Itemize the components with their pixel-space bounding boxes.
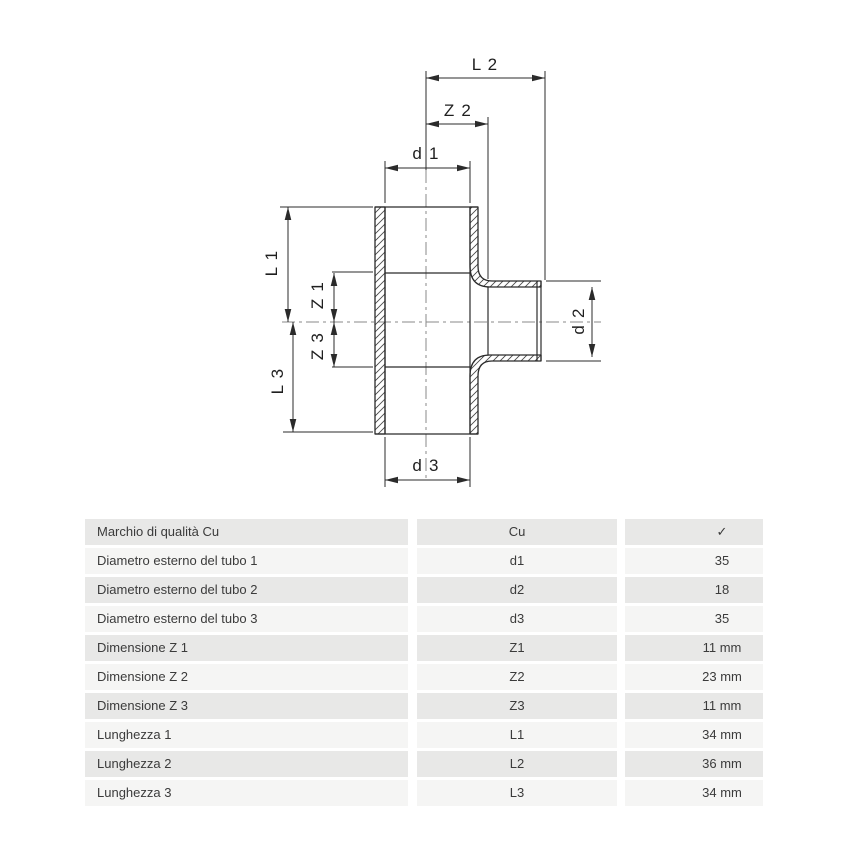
- table-row: [85, 519, 763, 545]
- table-row: [85, 693, 763, 719]
- dimension-z1: [331, 273, 338, 322]
- dim-label-d3: d 3: [412, 456, 440, 475]
- right-upper-wall: [470, 207, 541, 287]
- spec-label: Diametro esterno del tubo 3: [85, 606, 408, 632]
- spec-label: Dimensione Z 1: [85, 635, 408, 661]
- spec-label: Dimensione Z 2: [85, 664, 408, 690]
- spec-value: 36 mm: [625, 751, 763, 777]
- spec-value: 34 mm: [625, 722, 763, 748]
- spec-symbol: Z2: [417, 664, 617, 690]
- fitting-edges: [375, 207, 541, 434]
- dimension-d1: [385, 165, 470, 172]
- dimension-l3: [290, 322, 297, 432]
- dimension-d3: [385, 477, 470, 484]
- spec-value: 18: [625, 577, 763, 603]
- spec-symbol: d1: [417, 548, 617, 574]
- spec-value: 35: [625, 606, 763, 632]
- dim-label-z3: Z 3: [308, 331, 327, 361]
- spec-label: Diametro esterno del tubo 2: [85, 577, 408, 603]
- dim-label-l3: L 3: [268, 367, 287, 395]
- spec-value: 11 mm: [625, 693, 763, 719]
- spec-symbol: L2: [417, 751, 617, 777]
- spec-symbol: L3: [417, 780, 617, 806]
- spec-label: Dimensione Z 3: [85, 693, 408, 719]
- spec-value: ✓: [625, 519, 763, 545]
- left-wall: [375, 207, 385, 434]
- table-row: [85, 751, 763, 777]
- table-row: [85, 780, 763, 806]
- dimension-lines: [285, 75, 596, 484]
- spec-symbol: Z3: [417, 693, 617, 719]
- spec-value: 11 mm: [625, 635, 763, 661]
- spec-value: 35: [625, 548, 763, 574]
- spec-label: Lunghezza 3: [85, 780, 408, 806]
- fitting-walls: [375, 207, 541, 434]
- spec-value: 23 mm: [625, 664, 763, 690]
- spec-label: Lunghezza 2: [85, 751, 408, 777]
- spec-symbol: Z1: [417, 635, 617, 661]
- spec-symbol: L1: [417, 722, 617, 748]
- table-row: [85, 722, 763, 748]
- spec-symbol: Cu: [417, 519, 617, 545]
- dimension-labels: [262, 55, 588, 475]
- table-row: [85, 606, 763, 632]
- dimension-l2: [426, 75, 545, 82]
- dimension-z2: [426, 121, 488, 128]
- dim-label-z1: Z 1: [308, 280, 327, 310]
- spec-symbol: d3: [417, 606, 617, 632]
- right-lower-wall: [470, 355, 541, 434]
- dim-label-l2: L 2: [471, 55, 499, 74]
- spec-symbol: d2: [417, 577, 617, 603]
- dim-label-d1: d 1: [412, 144, 440, 163]
- table-row: [85, 577, 763, 603]
- table-row: [85, 548, 763, 574]
- dim-label-d2: d 2: [569, 307, 588, 335]
- dim-label-z2: Z 2: [443, 101, 473, 120]
- table-row: [85, 635, 763, 661]
- extension-lines: [280, 71, 601, 487]
- dimension-z3: [331, 322, 338, 367]
- spec-value: 34 mm: [625, 780, 763, 806]
- table-row: [85, 664, 763, 690]
- spec-label: Diametro esterno del tubo 1: [85, 548, 408, 574]
- spec-table: [85, 519, 763, 809]
- spec-label: Marchio di qualità Cu: [85, 519, 408, 545]
- spec-label: Lunghezza 1: [85, 722, 408, 748]
- dim-label-l1: L 1: [262, 249, 281, 277]
- dimension-l1: [285, 207, 292, 322]
